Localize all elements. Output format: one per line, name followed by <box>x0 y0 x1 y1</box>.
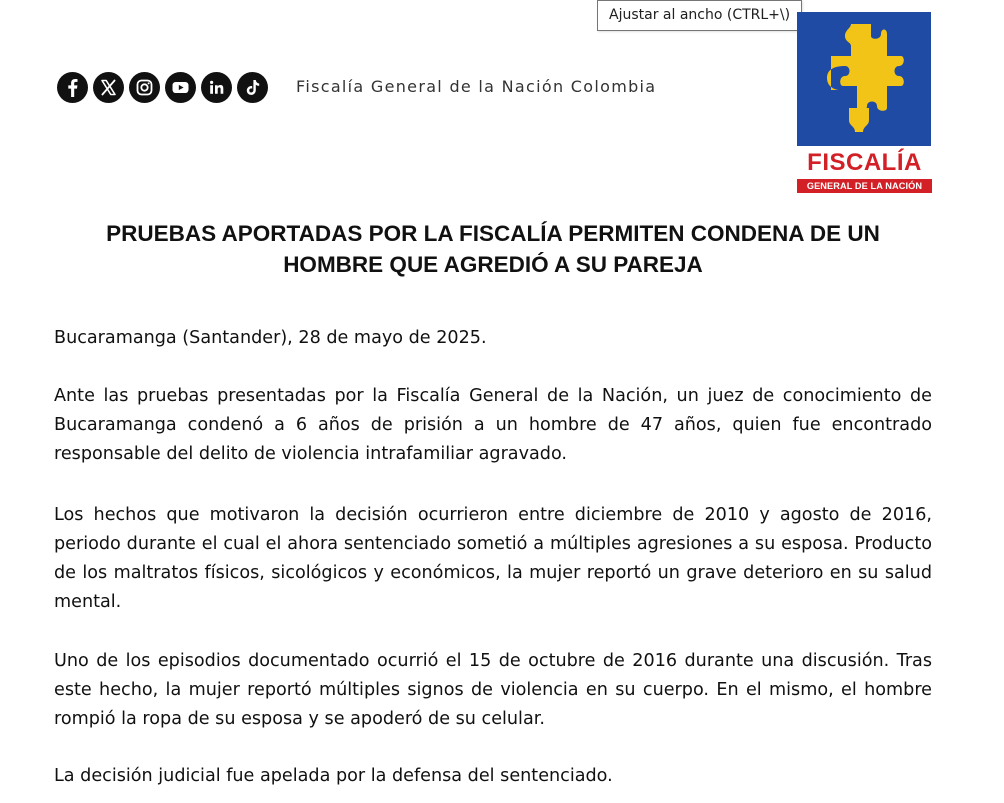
fiscalia-logo <box>797 12 932 193</box>
logo-emblem <box>797 12 931 146</box>
social-links <box>57 72 268 103</box>
fit-width-tooltip: Ajustar al ancho (CTRL+\) <box>597 0 802 31</box>
x-icon[interactable] <box>93 72 124 103</box>
paragraph-2: Los hechos que motivaron la decisión ocurrieron entre diciembre de 2010 y agosto de 2016, periodo durante el cual el ahora sentenciado sometió a múltiples agresiones a su esposa. Producto de los maltratos físicos, sicológicos y económicos, la mujer reportó un grave deterioro en su salud mental. <box>54 505 932 612</box>
puzzle-piece-icon <box>797 12 931 146</box>
youtube-icon[interactable] <box>165 72 196 103</box>
dateline: Bucaramanga (Santander), 28 de mayo de 2025. <box>54 328 487 348</box>
instagram-icon[interactable] <box>129 72 160 103</box>
linkedin-icon[interactable] <box>201 72 232 103</box>
logo-wordmark: FISCALÍA <box>807 149 922 176</box>
facebook-icon[interactable] <box>57 72 88 103</box>
org-name: Fiscalía General de la Nación Colombia <box>296 77 657 96</box>
paragraph-4: La decisión judicial fue apelada por la defensa del sentenciado. <box>54 766 613 786</box>
paragraph-1: Ante las pruebas presentadas por la Fiscalía General de la Nación, un juez de conocimiento de Bucaramanga condenó a 6 años de prisión a un hombre de 47 años, quien fue encontrado responsable del delito de violencia intrafamiliar agravado. <box>54 386 932 464</box>
logo-subtitle: GENERAL DE LA NACIÓN <box>797 179 932 193</box>
tiktok-icon[interactable] <box>237 72 268 103</box>
article-title: PRUEBAS APORTADAS POR LA FISCALÍA PERMITEN CONDENA DE UN HOMBRE QUE AGREDIÓ A SU PAREJA <box>106 221 880 277</box>
paragraph-3: Uno de los episodios documentado ocurrió el 15 de octubre de 2016 durante una discusión. Tras este hecho, la mujer reportó múltiples signos de violencia en su cuerpo. En el mismo, el hombre rompió la ropa de su esposa y se apoderó de su celular. <box>54 651 932 729</box>
